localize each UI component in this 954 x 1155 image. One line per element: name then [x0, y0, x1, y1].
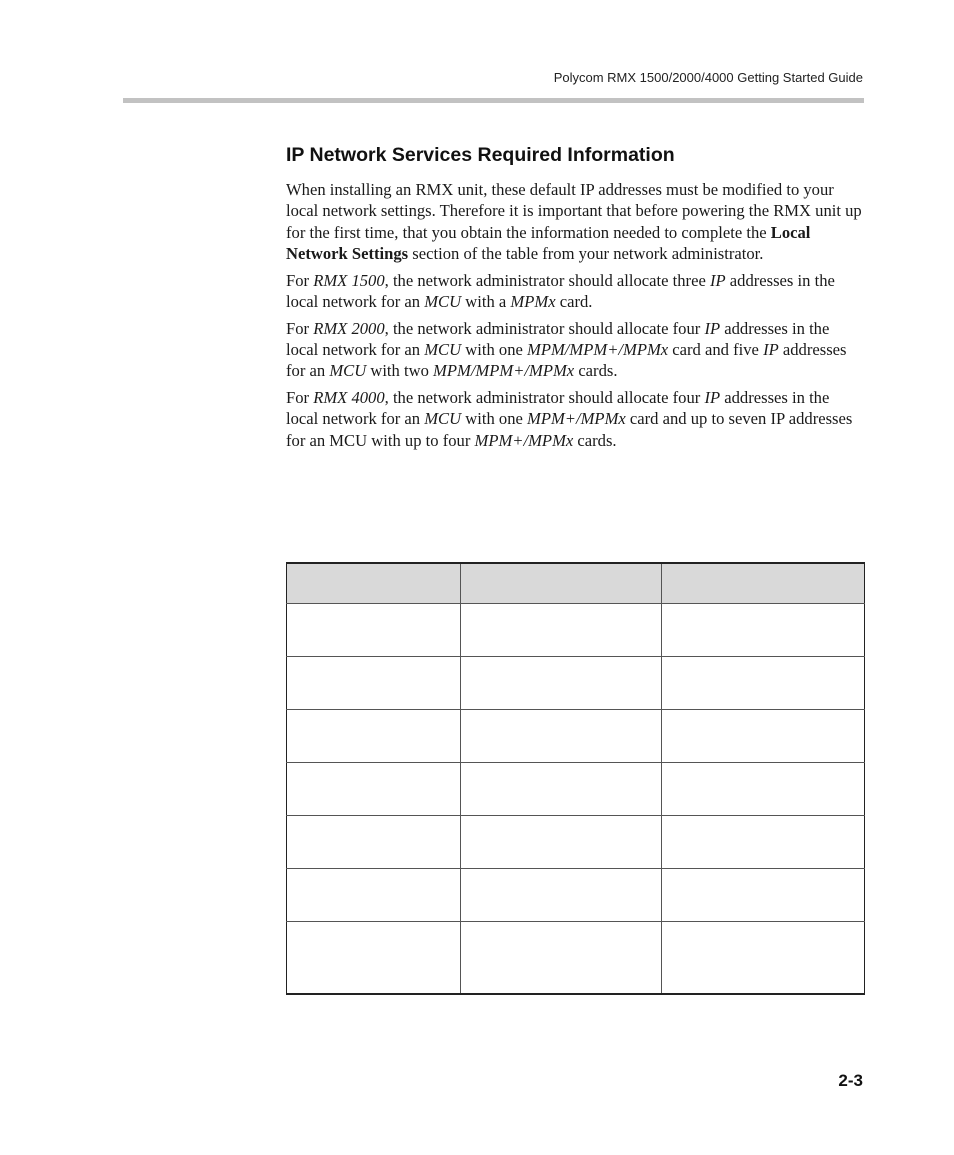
- header-rule: [123, 98, 864, 103]
- text-run: addresses in the local network for an: [286, 388, 830, 429]
- italic-term: MPM+/MPMx: [527, 409, 626, 429]
- table-row: [287, 922, 865, 995]
- table-cell: [461, 604, 662, 657]
- table-cell: [287, 604, 461, 657]
- body-text: [286, 179, 864, 457]
- text-run: , the network administrator should allocate three: [384, 270, 710, 290]
- table-cell: [287, 657, 461, 710]
- table-header-cell: [662, 563, 865, 604]
- table-row: [287, 869, 865, 922]
- italic-term: MCU: [329, 361, 367, 381]
- text-run: cards.: [574, 361, 618, 381]
- italic-term: MCU: [424, 340, 462, 360]
- text-run: with one: [461, 409, 528, 429]
- text-run: with a: [461, 291, 511, 311]
- text-run: card and five: [668, 340, 764, 360]
- table-cell: [461, 657, 662, 710]
- table-cell: [662, 922, 865, 995]
- table-cell: [287, 869, 461, 922]
- table-cell: [287, 922, 461, 995]
- table-cell: [662, 816, 865, 869]
- text-run: with one: [461, 340, 528, 360]
- text-run: addresses for an: [286, 340, 847, 381]
- table-cell: [461, 710, 662, 763]
- table-cell: [662, 763, 865, 816]
- text-run: For: [286, 388, 314, 408]
- table-row: [287, 763, 865, 816]
- italic-term: IP: [704, 318, 721, 338]
- italic-term: MPM+/MPMx: [474, 430, 574, 450]
- italic-term: MCU: [424, 409, 462, 429]
- italic-term: IP: [709, 270, 726, 290]
- table-cell: [662, 710, 865, 763]
- bold-term: Local Network Settings: [286, 222, 811, 263]
- italic-term: MPMx: [510, 291, 556, 311]
- paragraph-rmx4000: [286, 387, 864, 451]
- text-run: , the network administrator should allocate four: [384, 388, 705, 408]
- text-run: For: [286, 270, 314, 290]
- section-title: IP Network Services Required Information: [286, 144, 675, 166]
- italic-term: MPM/MPM+/MPMx: [527, 340, 669, 360]
- text-run: section of the table from your network administrator.: [408, 243, 764, 263]
- table-cell: [461, 869, 662, 922]
- italic-term: MPM/MPM+/MPMx: [433, 361, 575, 381]
- table-header-cell: [287, 563, 461, 604]
- table-row: [287, 816, 865, 869]
- text-run: For: [286, 318, 314, 338]
- table-cell: [662, 657, 865, 710]
- text-run: card and up to seven IP addresses for an MCU with up to four: [286, 409, 853, 450]
- running-header: Polycom RMX 1500/2000/4000 Getting Started Guide: [553, 70, 863, 85]
- text-run: addresses in the local network for an: [286, 270, 835, 311]
- table-cell: [662, 604, 865, 657]
- network-info-table: [286, 562, 865, 995]
- text-run: cards.: [573, 430, 617, 450]
- paragraph-rmx2000: [286, 318, 864, 382]
- table-cell: [662, 869, 865, 922]
- table-row: [287, 604, 865, 657]
- text-run: , the network administrator should allocate four: [384, 318, 705, 338]
- text-run: card.: [555, 291, 593, 311]
- italic-term: RMX 1500: [313, 270, 385, 290]
- italic-term: IP: [704, 388, 721, 408]
- table-cell: [461, 816, 662, 869]
- table-row: [287, 710, 865, 763]
- table-row: [287, 657, 865, 710]
- table-header-row: [287, 563, 865, 604]
- italic-term: RMX 2000: [313, 318, 385, 338]
- italic-term: MCU: [424, 291, 462, 311]
- table-cell: [461, 763, 662, 816]
- page-number: 2-3: [838, 1071, 863, 1090]
- table-header-cell: [461, 563, 662, 604]
- text-run: with two: [366, 361, 434, 381]
- table-cell: [287, 763, 461, 816]
- text-run: addresses in the local network for an: [286, 318, 830, 360]
- italic-term: IP: [763, 340, 779, 360]
- text-run: When installing an RMX unit, these default IP addresses must be modified to your local network settings. Therefore it is important that before powering the RMX unit up for the first time, that you obtain the information needed to complete the: [286, 180, 862, 242]
- paragraph-intro: [286, 179, 864, 264]
- table-cell: [287, 816, 461, 869]
- table-cell: [461, 922, 662, 995]
- paragraph-rmx1500: [286, 270, 864, 313]
- table-cell: [287, 710, 461, 763]
- italic-term: RMX 4000: [313, 388, 385, 408]
